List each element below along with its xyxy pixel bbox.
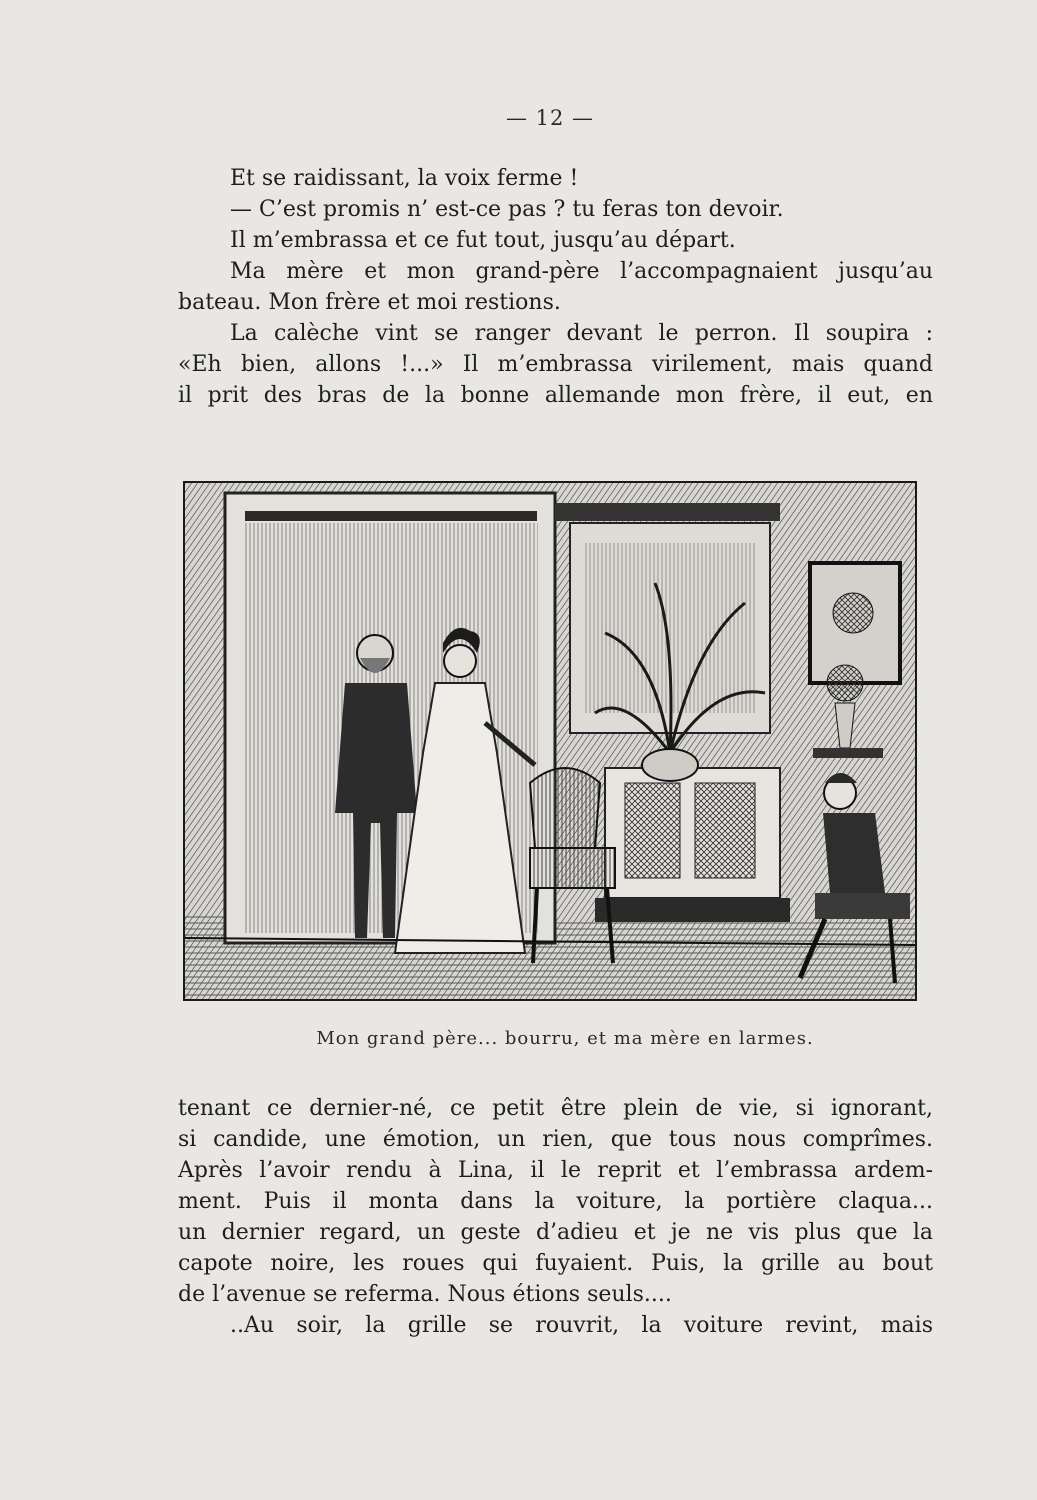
engraving-interior-scene: [185, 483, 915, 999]
text-line: un dernier regard, un geste d’adieu et je ne vis plus que la: [178, 1220, 933, 1245]
text-line: de l’avenue se referma. Nous étions seuls....: [178, 1282, 672, 1307]
text-line: — C’est promis n’ est-ce pas ? tu feras ton devoir.: [230, 197, 784, 222]
text-line: ment. Puis il monta dans la voiture, la portière claqua...: [178, 1189, 933, 1214]
text-block-top: [178, 163, 933, 411]
text-line: La calèche vint se ranger devant le perron. Il soupira :: [230, 321, 933, 346]
text-line: il prit des bras de la bonne allemande mon frère, il eut, en: [178, 383, 933, 408]
text-line: ..Au soir, la grille se rouvrit, la voiture revint, mais: [230, 1313, 933, 1338]
text-line: Et se raidissant, la voix ferme !: [230, 166, 579, 191]
curtain-rod: [245, 511, 537, 521]
text-line: Ma mère et mon grand-père l’accompagnaient jusqu’au: [230, 259, 933, 284]
text-line: Il m’embrassa et ce fut tout, jusqu’au départ.: [230, 228, 736, 253]
text-block-bottom: [178, 1093, 933, 1341]
page-number: — 12 —: [505, 106, 595, 130]
text-line: bateau. Mon frère et moi restions.: [178, 290, 561, 315]
text-line: tenant ce dernier-né, ce petit être plein de vie, si ignorant,: [178, 1096, 933, 1121]
wall-portrait: [810, 563, 900, 683]
engraving-illustration: [183, 481, 917, 1001]
text-line: Après l’avoir rendu à Lina, il le reprit et l’embrassa ardem-: [178, 1158, 933, 1183]
text-line: capote noire, les roues qui fuyaient. Puis, la grille au bout: [178, 1251, 933, 1276]
text-line: si candide, une émotion, un rien, que tous nous comprîmes.: [178, 1127, 933, 1152]
illustration-caption: Mon grand père... bourru, et ma mère en larmes.: [316, 1028, 814, 1049]
text-line: «Eh bien, allons !...» Il m’embrassa virilement, mais quand: [178, 352, 933, 377]
